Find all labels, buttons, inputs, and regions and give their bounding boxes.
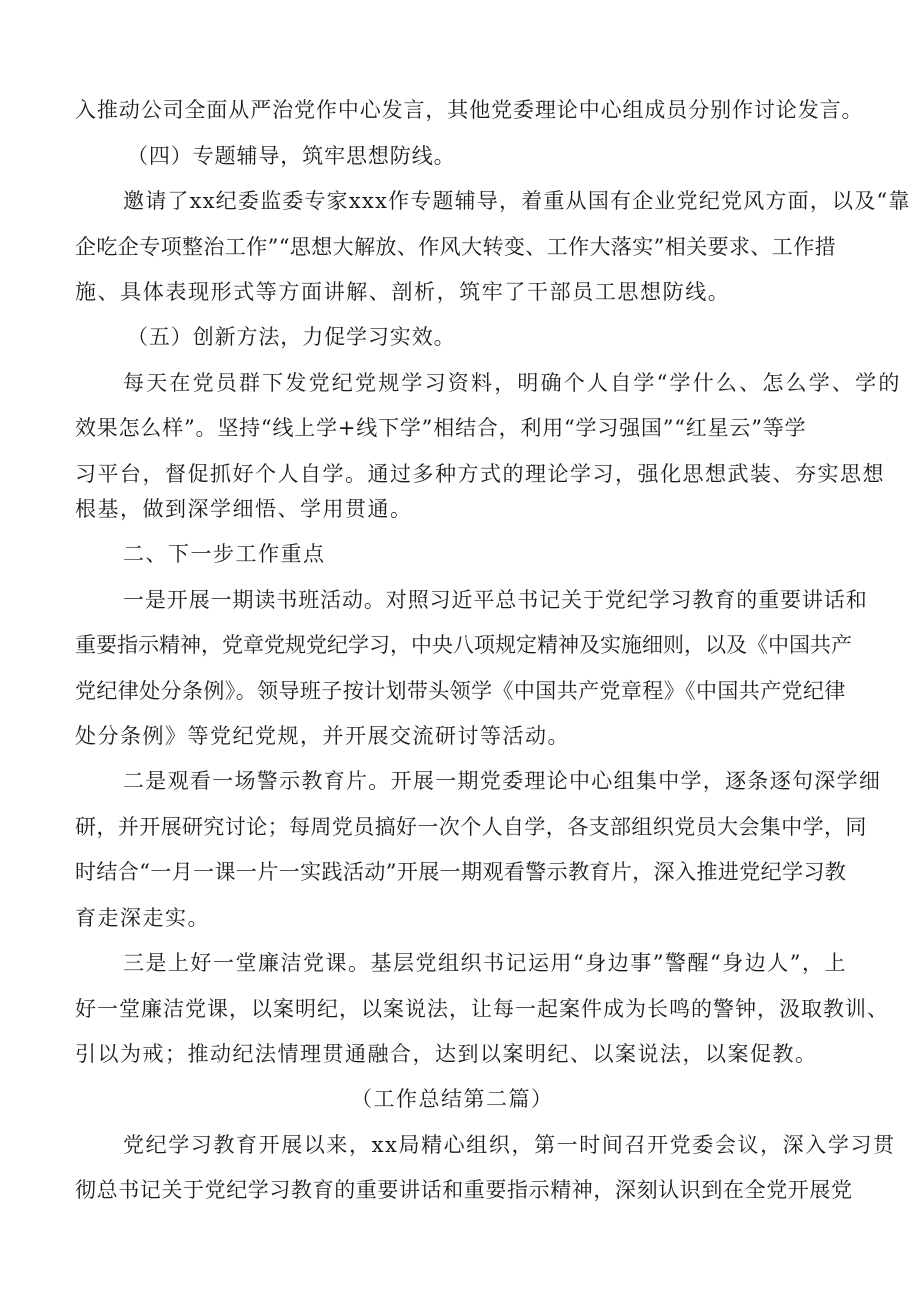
body-line: 三是上好一堂廉洁党课。基层党组织书记运用“身边事”警醒“身边人”，上: [123, 951, 847, 975]
heading-next-steps: 二、下一步工作重点: [123, 542, 326, 566]
body-line: 根基，做到深学细悟、学用贯通。: [75, 497, 413, 521]
body-line: 彻总书记关于党纪学习教育的重要讲话和重要指示精神，深刻认识到在全党开展党: [75, 1178, 853, 1202]
body-line: 一是开展一期读书班活动。对照习近平总书记关于党纪学习教育的重要讲话和: [123, 588, 868, 612]
body-line: 习平台，督促抓好个人自学。通过多种方式的理论学习，强化思想武装、夯实思想: [75, 462, 885, 486]
body-line: 邀请了xx纪委监委专家xxx作专题辅导，着重从国有企业党纪党风方面，以及“靠: [123, 189, 911, 213]
body-line: 企吃企专项整治工作”“思想大解放、作风大转变、工作大落实”相关要求、工作措: [75, 235, 837, 259]
body-line: 二是观看一场警示教育片。开展一期党委理论中心组集中学，逐条逐句深学细: [123, 769, 882, 793]
body-line: 研，并开展研究讨论；每周党员搞好一次个人自学，各支部组织党员大会集中学，同: [75, 815, 867, 839]
body-line: 处分条例》等党纪党规，并开展交流研讨等活动。: [75, 724, 570, 748]
body-line: 引以为戒；推动纪法情理贯通融合，达到以案明纪、以案说法，以案促教。: [75, 1042, 818, 1066]
section-heading-five: （五）创新方法，力促学习实效。: [127, 325, 456, 349]
body-line: 重要指示精神，党章党规党纪学习，中央八项规定精神及实施细则，以及《中国共产: [75, 633, 852, 657]
body-line: 党纪学习教育开展以来，xx局精心组织，第一时间召开党委会议，深入学习贯: [123, 1133, 896, 1157]
body-line: 入推动公司全面从严治党作中心发言，其他党委理论中心组成员分别作讨论发言。: [75, 98, 864, 122]
body-line: 效果怎么样”。坚持“线上学+线下学”相结合，利用“学习强国”“红星云”等学: [75, 416, 807, 440]
body-line: 时结合“一月一课一片一实践活动”开展一期观看警示教育片，深入推进党纪学习教: [75, 860, 847, 884]
section-heading-four: （四）专题辅导，筑牢思想防线。: [127, 144, 456, 168]
body-line: 好一堂廉洁党课，以案明纪，以案说法，让每一起案件成为长鸣的警钟，汲取教训、: [75, 997, 889, 1021]
body-line: 每天在党员群下发党纪党规学习资料，明确个人自学“学什么、怎么学、学的: [123, 371, 902, 395]
section-title-part-two: （工作总结第二篇）: [351, 1087, 554, 1111]
body-line: 党纪律处分条例》。领导班子按计划带头领学《中国共产党章程》《中国共产党纪律: [75, 679, 846, 703]
body-line: 育走深走实。: [75, 906, 210, 930]
body-line: 施、具体表现形式等方面讲解、剖析，筑牢了干部员工思想防线。: [75, 280, 731, 304]
